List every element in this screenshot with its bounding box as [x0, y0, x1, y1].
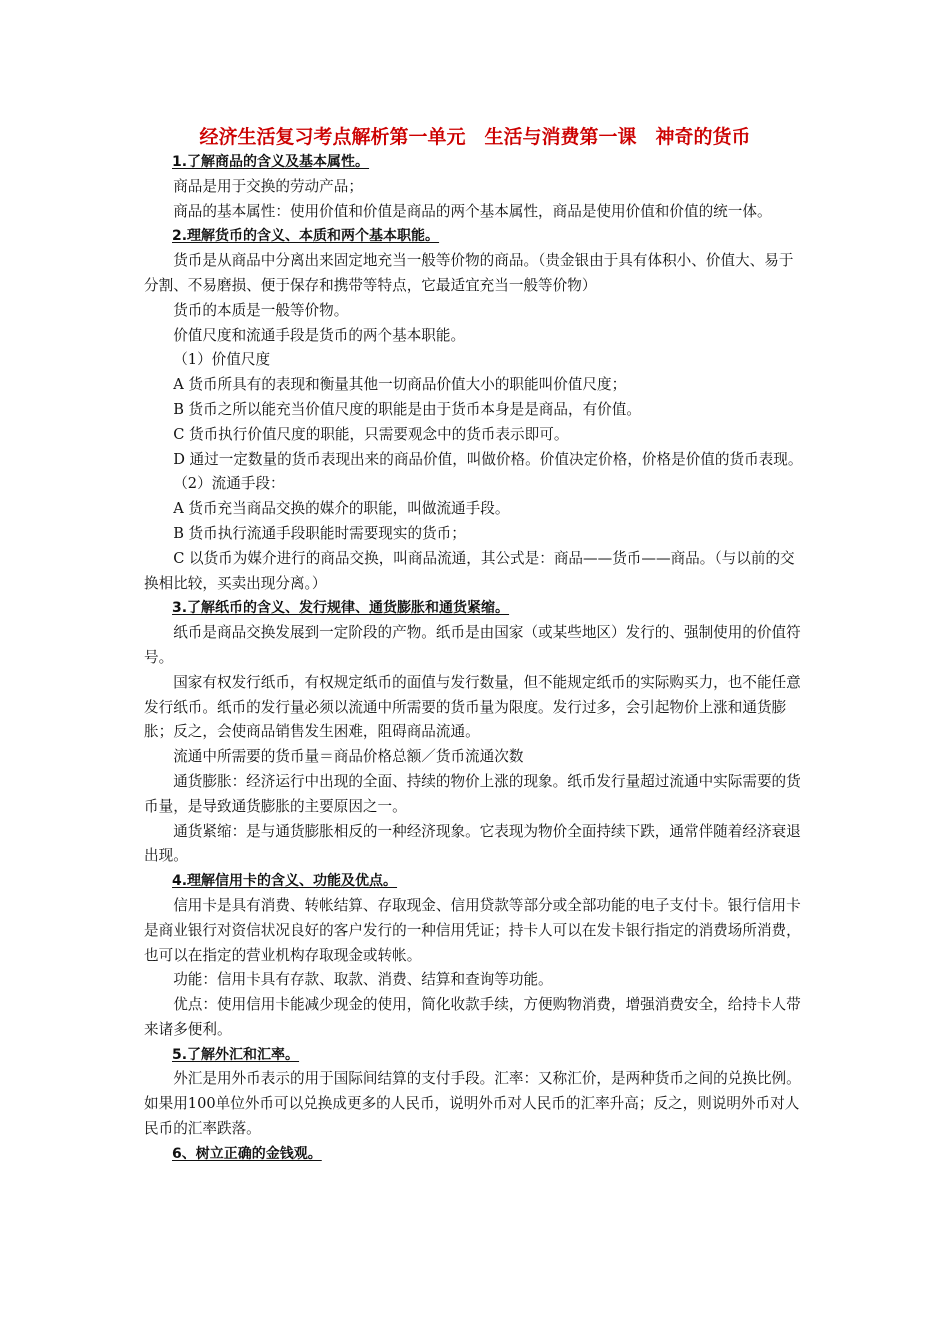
body-paragraph: A 货币所具有的表现和衡量其他一切商品价值大小的职能叫价值尺度； [173, 376, 627, 394]
body-paragraph: （1）价值尺度 [173, 351, 271, 369]
body-paragraph: 外汇是用外币表示的用于国际间结算的支付手段。汇率：又称汇价，是两种货币之间的兑换比例。如果用100单位外币可以兑换成更多的人民币，说明外币对人民币的汇率升高；反之，则说明外币对人民币的汇率跌落。 [144, 1070, 801, 1138]
body-paragraph: D 通过一定数量的货币表现出来的商品价值，叫做价格。价值决定价格，价格是价值的货币表现。 [173, 450, 803, 468]
body-paragraph: 流通中所需要的货币量＝商品价格总额／货币流通次数 [173, 748, 524, 766]
section-heading: 5.了解外汇和汇率。 [172, 1046, 300, 1063]
body-paragraph: B 货币之所以能充当价值尺度的职能是由于货币本身是是商品，有价值。 [173, 400, 641, 418]
body-paragraph: C 货币执行价值尺度的职能，只需要观念中的货币表示即可。 [173, 425, 569, 443]
body-paragraph: B 货币执行流通手段职能时需要现实的货币； [173, 524, 466, 542]
body-paragraph: 功能：信用卡具有存款、取款、消费、结算和查询等功能。 [173, 971, 553, 989]
body-paragraph: 商品的基本属性：使用价值和价值是商品的两个基本属性，商品是使用价值和价值的统一体。 [173, 202, 772, 220]
body-paragraph: （2）流通手段： [173, 475, 285, 493]
body-paragraph: 商品是用于交换的劳动产品； [173, 177, 363, 195]
section-heading: 2.理解货币的含义、本质和两个基本职能。 [172, 228, 440, 245]
section-heading: 3.了解纸币的含义、发行规律、通货膨胀和通货紧缩。 [172, 600, 510, 617]
body-paragraph: 通货膨胀：经济运行中出现的全面、持续的物价上涨的现象。纸币发行量超过流通中实际需要的货币量，是导致通货膨胀的主要原因之一。 [144, 772, 801, 815]
body-paragraph: 价值尺度和流通手段是货币的两个基本职能。 [173, 326, 466, 344]
body-paragraph: 国家有权发行纸币，有权规定纸币的面值与发行数量，但不能规定纸币的实际购买力，也不能任意发行纸币。纸币的发行量必须以流通中所需要的货币量为限度。发行过多，会引起物价上涨和通货膨胀；反之，会使商品销售发生困难，阻碍商品流通。 [144, 673, 801, 741]
document-body [144, 150, 808, 1167]
section-heading: 1.了解商品的含义及基本属性。 [172, 154, 370, 170]
body-paragraph: 信用卡是具有消费、转帐结算、存取现金、信用贷款等部分或全部功能的电子支付卡。银行信用卡是商业银行对资信状况良好的客户发行的一种信用凭证；持卡人可以在发卡银行指定的消费场所消费，也可以在指定的营业机构存取现金或转帐。 [144, 896, 801, 964]
body-paragraph: 纸币是商品交换发展到一定阶段的产物。纸币是由国家（或某些地区）发行的、强制使用的价值符号。 [144, 624, 801, 666]
section-heading: 6、树立正确的金钱观。 [172, 1145, 322, 1162]
body-paragraph: C 以货币为媒介进行的商品交换，叫商品流通，其公式是：商品——货币——商品。（与以前的交换相比较，买卖出现分离。） [144, 549, 795, 592]
body-paragraph: A 货币充当商品交换的媒介的职能，叫做流通手段。 [173, 500, 510, 518]
body-paragraph: 货币是从商品中分离出来固定地充当一般等价物的商品。（贵金银由于具有体积小、价值大、易于分割、不易磨损、便于保存和携带等特点，它最适宜充当一般等价物） [144, 252, 794, 294]
body-paragraph: 货币的本质是一般等价物。 [173, 301, 349, 319]
body-paragraph: 通货紧缩：是与通货膨胀相反的一种经济现象。它表现为物价全面持续下跌，通常伴随着经济衰退出现。 [144, 822, 801, 865]
section-heading: 4.理解信用卡的含义、功能及优点。 [172, 873, 398, 890]
body-paragraph: 优点：使用信用卡能减少现金的使用，简化收款手续，方便购物消费，增强消费安全，给持卡人带来诸多便利。 [144, 996, 801, 1038]
document-title: 经济生活复习考点解析第一单元 生活与消费第一课 神奇的货币 [199, 126, 751, 148]
